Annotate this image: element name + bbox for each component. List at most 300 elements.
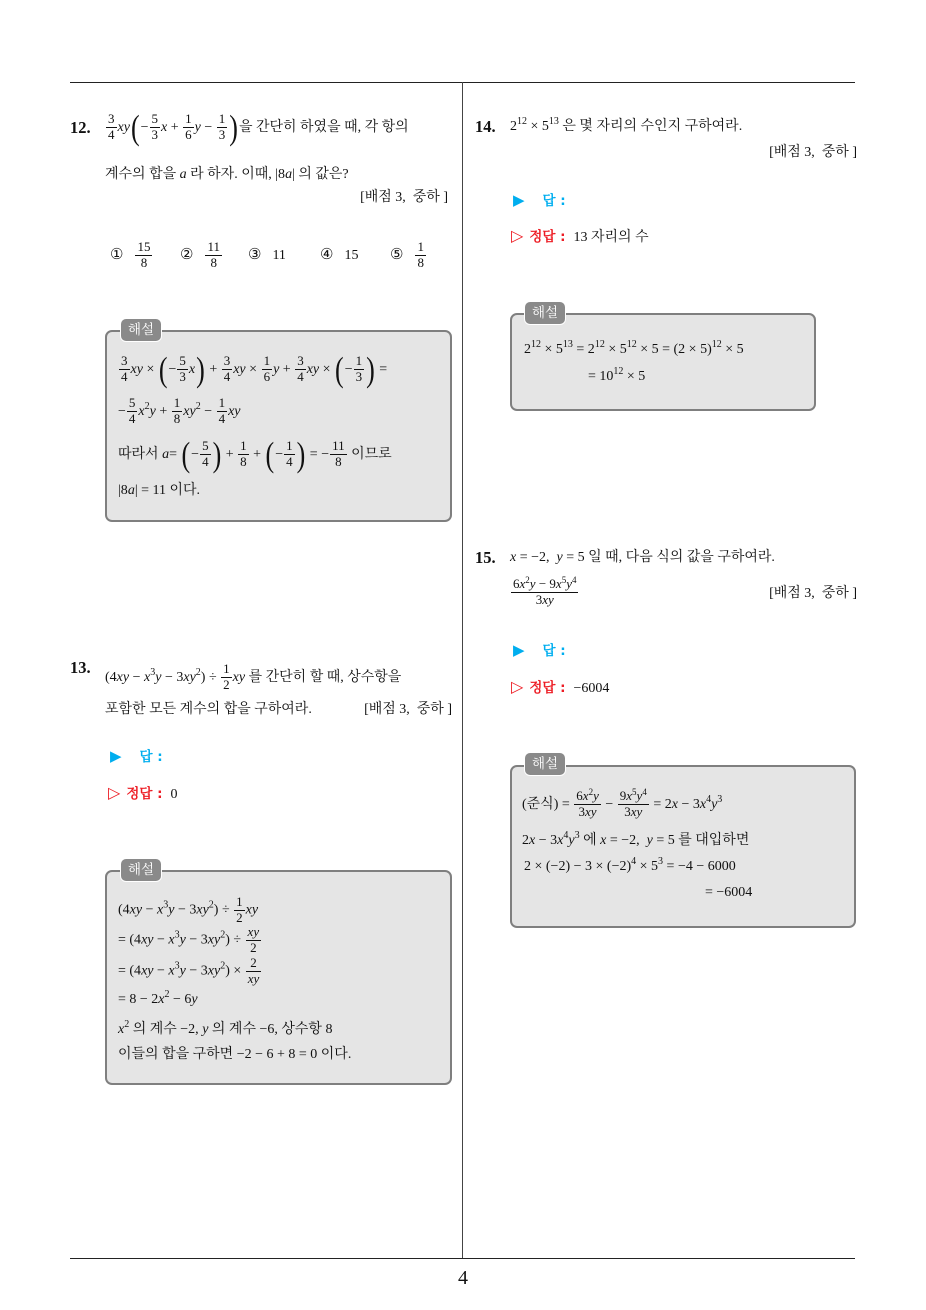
math-text: = 2	[649, 797, 672, 812]
math-variable: x	[157, 902, 164, 918]
math-variable: xy	[585, 804, 597, 820]
fraction-denominator	[415, 256, 426, 271]
math-text: −	[153, 932, 169, 948]
math-text: −	[275, 447, 284, 462]
math-text: 2	[223, 677, 230, 693]
fraction-numerator	[246, 925, 262, 941]
math-text: 에	[579, 833, 601, 848]
question-stem-line	[105, 108, 409, 148]
bottom-rule	[70, 1258, 855, 1259]
fraction	[222, 354, 233, 385]
fraction-numerator	[217, 396, 228, 412]
math-variable: x	[557, 833, 564, 848]
fraction-denominator	[106, 128, 117, 143]
math-text: 6	[576, 788, 583, 804]
points-label: [배점 3, 중하 ]	[769, 145, 857, 160]
points-label: [배점 3, 중하 ]	[364, 702, 452, 717]
math-variable: y	[568, 833, 575, 848]
math-text: =	[169, 447, 181, 462]
math-variable: xy	[630, 804, 643, 820]
math-text: 1	[218, 395, 226, 411]
fraction	[234, 895, 245, 926]
superscript: 3	[574, 830, 580, 841]
fraction-denominator	[234, 911, 245, 926]
math-variable: a	[179, 167, 187, 182]
fraction	[217, 112, 228, 143]
correct-answer-value: 0	[170, 787, 178, 802]
answer-triangle-icon: ▶	[110, 747, 122, 765]
math-text: − 6	[169, 992, 192, 1007]
math-text: ) ÷	[225, 932, 245, 948]
fraction	[127, 396, 138, 427]
math-text: 4	[128, 411, 136, 427]
math-text: 를 간단히 할 때, 상수항을	[245, 670, 402, 685]
math-text: −	[129, 670, 145, 685]
explanation-line	[524, 338, 744, 362]
math-variable: xy	[232, 670, 246, 685]
fraction-denominator	[127, 412, 138, 427]
choice-marker: ②	[180, 247, 194, 263]
correct-answer-value: −6004	[573, 681, 610, 696]
explanation-line	[118, 1018, 332, 1042]
superscript: 3	[174, 960, 180, 972]
fraction-numerator	[284, 439, 295, 455]
math-text: 9	[619, 788, 627, 804]
math-text: 2	[236, 909, 243, 925]
fraction-denominator	[354, 370, 365, 385]
math-text: +	[205, 362, 221, 377]
math-text: × 5	[541, 342, 563, 357]
fraction-numerator	[246, 956, 262, 972]
superscript: 2	[124, 1019, 130, 1030]
math-variable: y	[155, 670, 162, 685]
correct-answer-label: 정답 :	[126, 786, 163, 802]
math-variable: x	[158, 992, 165, 1007]
fraction	[150, 112, 161, 143]
math-variable: x	[529, 833, 536, 848]
choice-marker: ④	[320, 247, 334, 263]
fraction-numerator	[618, 789, 649, 805]
large-delimiter: )	[196, 349, 205, 389]
fraction	[106, 112, 117, 143]
explanation-line	[118, 925, 262, 955]
fraction-denominator	[246, 941, 262, 956]
math-text: = −	[306, 447, 330, 462]
math-text: = −4 − 6000	[663, 859, 736, 874]
superscript: 5	[632, 787, 637, 798]
fraction-denominator	[119, 370, 130, 385]
math-text: 4	[286, 454, 293, 470]
fraction-denominator	[205, 256, 222, 271]
large-delimiter: (	[130, 107, 140, 147]
math-text: 5	[202, 438, 209, 454]
choice-marker: ①	[110, 247, 124, 263]
math-text: (4	[118, 902, 130, 918]
math-text: 1	[355, 353, 363, 369]
superscript: 4	[571, 575, 577, 586]
math-variable: x	[555, 576, 562, 592]
answer-row	[110, 744, 163, 768]
math-variable: xy	[207, 932, 221, 948]
fraction	[618, 789, 649, 820]
math-text: −	[200, 404, 216, 419]
math-text: −	[140, 120, 149, 135]
superscript: 3	[174, 929, 180, 941]
correct-triangle-icon: ▷	[511, 677, 524, 696]
math-variable: x	[144, 670, 151, 685]
math-text: 5	[128, 395, 136, 411]
math-text: 11	[272, 248, 286, 263]
fraction	[295, 354, 306, 385]
explanation-line	[522, 829, 749, 853]
fraction-denominator	[172, 412, 183, 427]
superscript: 3	[163, 899, 169, 911]
math-text: 이므로	[347, 447, 392, 462]
answer-row	[513, 638, 566, 662]
superscript: 4	[642, 787, 647, 798]
math-text: 1	[240, 438, 247, 454]
fraction	[330, 439, 347, 470]
math-text: 3	[121, 353, 128, 369]
fraction-denominator	[177, 370, 188, 385]
large-delimiter: (	[181, 434, 191, 474]
math-variable: xy	[228, 404, 241, 419]
math-variable: y	[179, 932, 186, 948]
math-text: 3	[179, 369, 186, 385]
math-variable: x	[161, 120, 168, 135]
math-text: ) ×	[225, 963, 245, 979]
math-variable: x	[168, 932, 175, 948]
math-text: 3	[624, 804, 631, 820]
math-variable: xy	[116, 670, 130, 685]
math-text: 라 하자. 이때, |8	[186, 167, 286, 182]
math-text: 15	[344, 248, 359, 263]
math-text: − 3	[535, 833, 558, 848]
large-delimiter: (	[265, 434, 275, 474]
superscript: 2	[220, 960, 226, 972]
math-variable: x	[699, 797, 707, 812]
math-text: = −2,	[606, 833, 647, 848]
fraction-numerator	[295, 354, 306, 370]
fraction-numerator	[574, 789, 601, 805]
math-text: 8	[335, 454, 342, 470]
math-text: × 5	[604, 342, 627, 357]
fraction	[415, 240, 426, 271]
explanation-label: 해설	[524, 301, 566, 325]
math-variable: y	[556, 550, 563, 565]
fraction	[200, 439, 211, 470]
math-variable: x	[168, 963, 175, 979]
math-text: 3	[578, 804, 586, 820]
math-variable: xy	[247, 970, 260, 986]
fraction	[511, 577, 578, 608]
math-text: −	[142, 902, 158, 918]
superscript: 12	[711, 339, 722, 350]
superscript: 4	[706, 794, 712, 805]
math-text: +	[155, 404, 171, 419]
answer-label: 답 :	[542, 193, 566, 209]
math-text: = −6004	[705, 885, 753, 900]
explanation-label: 해설	[120, 318, 162, 342]
math-text: 2	[250, 939, 257, 955]
math-text: × 5 = (2 × 5)	[636, 342, 712, 357]
math-variable: a	[285, 167, 293, 182]
math-text: = 2	[572, 342, 595, 357]
math-variable: xy	[306, 362, 320, 377]
fraction-numerator	[415, 240, 426, 256]
superscript: 4	[563, 830, 569, 841]
math-text: − 3	[161, 670, 184, 685]
fraction-numerator	[511, 577, 578, 593]
math-text: +	[279, 362, 295, 377]
fraction	[172, 396, 183, 427]
fraction-numerator	[119, 354, 130, 370]
math-text: 11	[332, 438, 345, 454]
math-variable: xy	[183, 404, 196, 419]
math-text: 2 × (−2) − 3 × (−2)	[524, 859, 632, 874]
math-text: =	[375, 362, 388, 377]
math-text: (4	[105, 670, 117, 685]
math-text: 2	[510, 119, 517, 134]
math-text: − 3	[185, 963, 208, 979]
math-text: ×	[319, 362, 335, 377]
math-text: −	[153, 963, 169, 979]
fraction-numerator	[238, 439, 249, 455]
math-text: = (4	[118, 963, 142, 979]
fraction-denominator	[150, 128, 161, 143]
math-text: 1	[185, 111, 192, 127]
math-text: +	[249, 447, 265, 462]
large-delimiter: (	[158, 349, 168, 389]
math-text: 을 간단히 하였을 때, 각 항의	[238, 120, 409, 135]
fraction-numerator	[172, 396, 183, 412]
correct-answer-row	[511, 675, 609, 699]
math-variable: y	[149, 404, 156, 419]
fraction-numerator	[150, 112, 161, 128]
choice-3	[248, 236, 286, 276]
fraction	[217, 396, 228, 427]
math-text: = (4	[118, 932, 142, 948]
fraction-denominator	[284, 455, 295, 470]
explanation-line	[118, 479, 200, 503]
superscript: 3	[150, 667, 156, 678]
page-number: 4	[458, 1267, 468, 1289]
explanation-line	[118, 350, 387, 390]
question-stem-line: 포함한 모든 계수의 합을 구하여라.	[105, 702, 312, 717]
math-text: = −2,	[516, 550, 557, 565]
fraction-denominator	[183, 128, 194, 143]
math-text: 4	[202, 454, 209, 470]
math-variable: x	[626, 788, 633, 804]
math-variable: y	[529, 576, 536, 592]
choice-value	[204, 239, 223, 271]
answer-label: 답 :	[139, 749, 163, 765]
math-text: = 5 일 때, 다음 식의 값을 구하여라.	[562, 550, 775, 565]
math-text: 1	[286, 438, 293, 454]
fraction-numerator	[183, 112, 194, 128]
math-variable: y	[179, 963, 186, 979]
math-text: 1	[263, 353, 271, 369]
fraction	[246, 956, 262, 987]
math-text: 4	[121, 369, 128, 385]
question-stem-line	[510, 546, 775, 570]
math-text: 계수의 합을	[105, 167, 180, 182]
math-variable: xy	[196, 902, 209, 918]
fraction	[262, 354, 273, 385]
math-text: +	[222, 447, 238, 462]
fraction-denominator	[200, 455, 211, 470]
superscript: 3	[717, 794, 723, 805]
large-delimiter: )	[366, 349, 375, 389]
math-variable: x	[671, 797, 678, 812]
math-text: 8	[210, 255, 217, 271]
fraction-denominator	[574, 805, 601, 820]
math-text: 2	[250, 955, 257, 970]
math-text: 4	[297, 369, 304, 385]
math-text: −	[191, 447, 200, 462]
math-variable: y	[566, 576, 572, 592]
superscript: 13	[548, 116, 559, 127]
correct-answer-label: 정답 :	[529, 680, 566, 696]
math-text: = 10	[588, 369, 614, 384]
question-stem-line	[105, 163, 349, 187]
math-text: 6	[263, 369, 271, 385]
math-text: − 9	[535, 576, 556, 592]
choice-marker: ⑤	[390, 247, 404, 263]
math-variable: xy	[245, 902, 259, 918]
large-delimiter: )	[296, 434, 306, 474]
math-text: 1	[223, 661, 230, 677]
math-text: 4	[223, 369, 231, 385]
math-text: 3	[108, 111, 115, 127]
math-text: − 3	[677, 797, 700, 812]
choice-1	[110, 236, 153, 276]
math-variable: x	[118, 1022, 125, 1037]
math-variable: y	[273, 362, 280, 377]
fraction	[183, 112, 194, 143]
math-text: 8	[417, 255, 424, 271]
correct-answer-row	[511, 224, 649, 248]
superscript: 4	[631, 856, 637, 867]
math-variable: xy	[141, 932, 154, 948]
choice-4	[320, 236, 358, 276]
math-text: 1	[417, 239, 424, 255]
superscript: 12	[613, 366, 624, 377]
fraction-numerator	[221, 662, 232, 678]
math-text: × 5	[527, 119, 549, 134]
explanation-line	[705, 881, 752, 905]
math-variable: y	[191, 992, 198, 1007]
fraction-numerator	[217, 112, 228, 128]
math-variable: x	[138, 404, 145, 419]
superscript: 13	[562, 339, 573, 350]
fraction-numerator	[222, 354, 233, 370]
math-text: +	[167, 120, 183, 135]
superscript: 2	[195, 667, 201, 678]
superscript: 2	[588, 787, 594, 798]
fraction	[246, 925, 262, 956]
math-variable: xy	[542, 592, 554, 608]
fraction	[177, 354, 188, 385]
superscript: 3	[658, 856, 664, 867]
superscript: 12	[517, 116, 527, 127]
large-delimiter: )	[229, 107, 238, 147]
math-text: 3	[297, 353, 304, 369]
math-variable: a	[162, 447, 170, 462]
superscript: 12	[626, 339, 637, 350]
fraction-denominator	[222, 370, 233, 385]
math-variable: xy	[130, 362, 143, 377]
fraction	[284, 439, 295, 470]
math-text: 1	[173, 395, 181, 411]
fraction-numerator	[205, 240, 222, 256]
math-text: 3	[223, 353, 231, 369]
correct-answer-value: 13 자리의 수	[573, 230, 649, 245]
fraction-numerator	[127, 396, 138, 412]
math-text: 5	[179, 353, 186, 369]
fraction	[354, 354, 365, 385]
question-number: 12.	[70, 118, 91, 137]
math-text: |8	[118, 483, 128, 498]
math-text: −	[168, 362, 177, 377]
math-text: 1	[218, 111, 226, 127]
superscript: 2	[220, 929, 226, 941]
explanation-line	[588, 365, 645, 389]
math-text: | 의 값은?	[292, 167, 349, 182]
fraction-denominator	[295, 370, 306, 385]
answer-row	[513, 188, 566, 212]
fraction	[205, 240, 222, 271]
choice-marker: ③	[248, 247, 262, 263]
fraction	[574, 789, 601, 820]
fraction-denominator	[511, 593, 578, 608]
math-variable: y	[168, 902, 175, 918]
math-text: 따라서	[118, 447, 163, 462]
math-variable: x	[188, 362, 196, 377]
math-text: = 8 − 2	[118, 992, 159, 1007]
math-variable: y	[194, 120, 201, 135]
fraction-numerator	[354, 354, 365, 370]
fraction-denominator	[330, 455, 347, 470]
correct-triangle-icon: ▷	[511, 226, 524, 245]
math-variable: x	[519, 576, 526, 592]
explanation-line	[118, 1043, 351, 1067]
math-variable: xy	[129, 902, 143, 918]
fraction-numerator	[262, 354, 273, 370]
explanation-line	[118, 435, 392, 475]
answer-triangle-icon: ▶	[513, 191, 525, 209]
math-variable: y	[593, 788, 599, 804]
math-text: 은 몇 자리의 수인지 구하여라.	[558, 119, 743, 134]
math-text: −	[200, 120, 216, 135]
fraction-numerator	[330, 439, 347, 455]
math-variable: xy	[183, 670, 196, 685]
math-text: − 3	[185, 932, 208, 948]
math-text: 1	[236, 894, 243, 909]
fraction-denominator	[221, 678, 232, 693]
points-label: [배점 3, 중하 ]	[360, 190, 448, 205]
fraction-numerator	[200, 439, 211, 455]
math-text: −	[601, 797, 617, 812]
explanation-line	[118, 392, 241, 432]
superscript: 2	[195, 401, 201, 412]
math-text: 이들의 합을 구하면 −2 − 6 + 8 = 0 이다.	[118, 1047, 352, 1062]
fraction	[221, 662, 232, 693]
math-text: 2	[522, 833, 529, 848]
choice-2	[180, 236, 223, 276]
math-variable: xy	[207, 963, 221, 979]
math-text: 의 계수 −6, 상수항 8	[208, 1022, 333, 1037]
